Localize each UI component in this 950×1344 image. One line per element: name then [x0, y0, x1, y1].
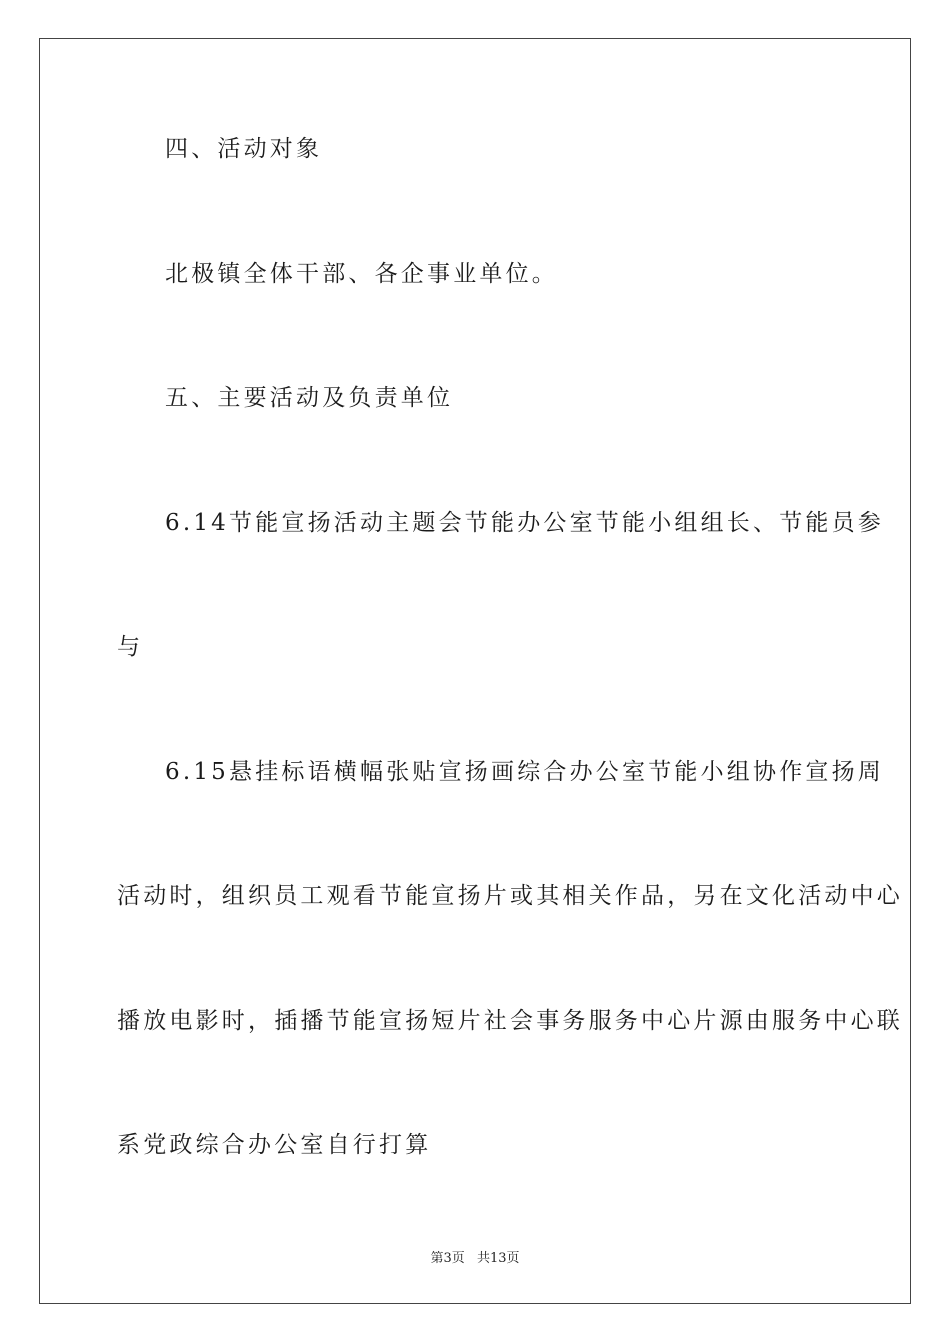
page-footer	[0, 1247, 950, 1266]
section-heading-4: 四、活动对象	[165, 136, 323, 162]
paragraph-line: 6.14节能宣扬活动主题会节能办公室节能小组组长、节能员参	[165, 510, 885, 536]
section-heading-5: 五、主要活动及负责单位	[165, 385, 454, 411]
page-total: 共13页	[476, 1251, 520, 1266]
page-border	[39, 38, 911, 1304]
paragraph-line: 活动时，组织员工观看节能宣扬片或其相关作品，另在文化活动中心	[117, 883, 903, 909]
paragraph-line: 6.15悬挂标语横幅张贴宣扬画综合办公室节能小组协作宣扬周	[165, 759, 885, 785]
paragraph-line: 系党政综合办公室自行打算	[117, 1132, 432, 1158]
paragraph-target-audience: 北极镇全体干部、各企事业单位。	[165, 261, 558, 287]
page-number: 第3页	[430, 1251, 465, 1266]
paragraph-line: 与	[117, 634, 144, 660]
paragraph-line: 播放电影时，插播节能宣扬短片社会事务服务中心片源由服务中心联	[117, 1008, 903, 1034]
